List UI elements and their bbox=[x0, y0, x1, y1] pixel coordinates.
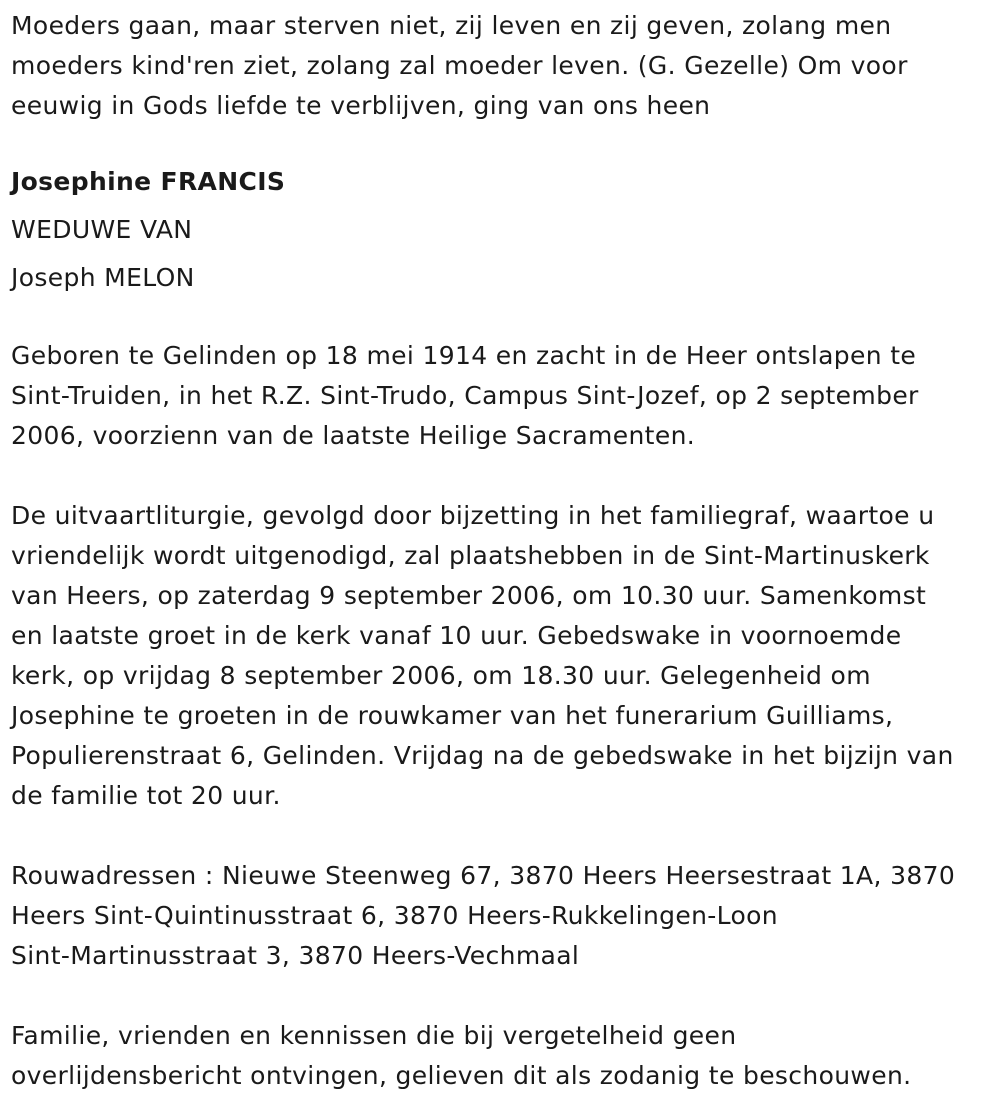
deceased-name: Josephine FRANCIS bbox=[11, 167, 286, 196]
closing-paragraph: Familie, vrienden en kennissen die bij vergetelheid geen overlijdensbericht ontvingen, gelieven dit als zodanig te beschouwen. bbox=[11, 1021, 912, 1090]
funeral-paragraph: De uitvaartliturgie, gevolgd door bijzetting in het familiegraf, waartoe u vriendelijk wordt uitgenodigd, zal plaatshebben in de Sint-Martinuskerk van Heers, op zaterdag 9 september 2006, om 10.30 uur. Samenkomst en laatste groet in de kerk vanaf 10 uur. Gebedswake in voornoemde kerk, op vrijdag 8 september 2006, om 18.30 uur. Gelegenheid om Josephine te groeten in de rouwkamer van het funerarium Guilliams, Populierenstraat 6, Gelinden. Vrijdag na de gebedswake in het bijzijn van de familie tot 20 uur. bbox=[11, 501, 954, 810]
addresses-paragraph: Rouwadressen : Nieuwe Steenweg 67, 3870 Heers Heersestraat 1A, 3870 Heers Sint-Quintinusstraat 6, 3870 Heers-Rukkelingen-Loon Sint-Martinusstraat 3, 3870 Heers-Vechmaal bbox=[11, 861, 956, 970]
intro-quote: Moeders gaan, maar sterven niet, zij leven en zij geven, zolang men moeders kind'ren ziet, zolang zal moeder leven. (G. Gezelle) Om voor eeuwig in Gods liefde te verblijven, ging van ons heen bbox=[11, 11, 908, 120]
widow-of-label: WEDUWE VAN bbox=[11, 215, 193, 244]
spouse-name: Joseph MELON bbox=[11, 263, 195, 292]
birth-death-paragraph: Geboren te Gelinden op 18 mei 1914 en zacht in de Heer ontslapen te Sint-Truiden, in het R.Z. Sint-Trudo, Campus Sint-Jozef, op 2 september 2006, voorzienn van de laatste Heilige Sacramenten. bbox=[11, 341, 919, 450]
